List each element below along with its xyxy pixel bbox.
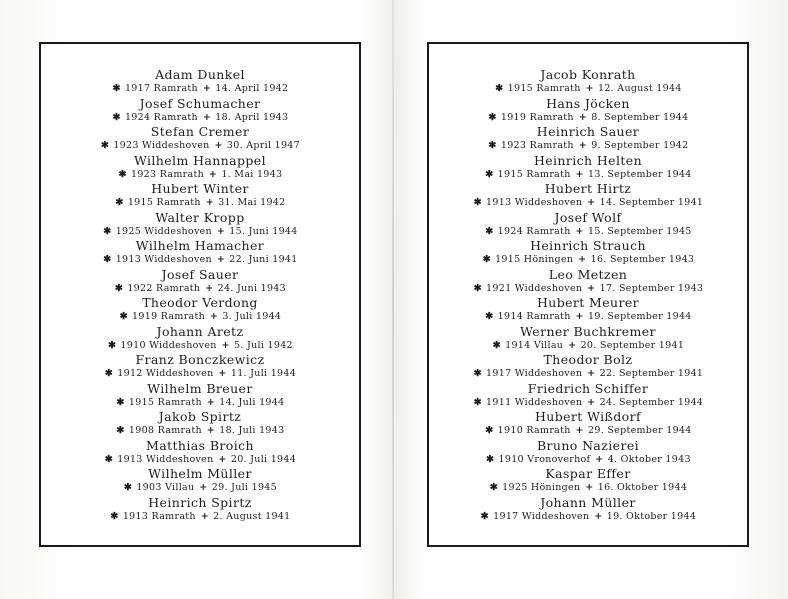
death-date: 9. September 1942	[591, 140, 689, 151]
birth-year: 1917	[486, 368, 512, 379]
birth-place: Villau	[165, 482, 195, 493]
memorial-entry	[429, 210, 747, 239]
person-name: Heinrich Spirtz	[148, 494, 252, 510]
death-date: 29. Juli 1945	[211, 482, 277, 493]
person-name: Wilhelm Müller	[148, 466, 252, 481]
memorial-entry	[41, 352, 359, 381]
death-date: 17. September 1943	[599, 282, 704, 294]
birth-year: 1908	[128, 425, 155, 436]
person-name: Theodor Verdong	[142, 295, 258, 310]
life-dates	[41, 111, 359, 124]
death-symbol-icon: +	[587, 396, 596, 408]
birth-year: 1923	[130, 168, 157, 180]
memorial-entry	[41, 324, 359, 353]
death-symbol-icon: +	[205, 197, 214, 208]
death-symbol-icon: +	[585, 482, 594, 493]
birth-symbol-icon: ✱	[114, 282, 124, 294]
person-name: Matthias Broich	[146, 437, 254, 453]
birth-year: 1921	[486, 282, 512, 294]
birth-place: Ramrath	[159, 168, 204, 180]
birth-place: Ramrath	[153, 111, 198, 123]
person-name: Jakob Spirtz	[158, 409, 242, 424]
memorial-entry	[41, 67, 359, 96]
person-name: Jacob Konrath	[540, 67, 636, 82]
birth-symbol-icon: ✱	[482, 254, 491, 265]
death-symbol-icon: +	[221, 339, 230, 351]
memorial-list-left	[41, 67, 359, 523]
life-dates	[429, 510, 747, 523]
death-symbol-icon: +	[206, 396, 216, 408]
birth-place: Widdeshoven	[142, 140, 210, 151]
memorial-entry	[41, 381, 359, 410]
birth-symbol-icon: ✱	[489, 482, 498, 493]
birth-year: 1924	[124, 111, 151, 123]
birth-year: 1915	[497, 168, 524, 180]
death-date: 24. Juni 1943	[217, 282, 286, 294]
person-name: Wilhelm Breuer	[147, 380, 253, 396]
memorial-card-left	[39, 42, 361, 547]
life-dates	[429, 424, 747, 437]
memorial-entry	[41, 438, 359, 467]
birth-place: Widdeshoven	[521, 510, 590, 522]
life-dates	[41, 453, 359, 466]
memorial-entry	[429, 409, 747, 438]
birth-place: Ramrath	[156, 282, 201, 294]
memorial-entry	[429, 352, 747, 381]
birth-place: Ramrath	[526, 425, 571, 436]
person-name: Hubert Winter	[151, 181, 249, 196]
person-name: Josef Schumacher	[139, 95, 261, 111]
birth-place: Ramrath	[526, 311, 571, 322]
death-symbol-icon: +	[209, 311, 219, 322]
life-dates	[41, 481, 359, 494]
death-symbol-icon: +	[575, 168, 584, 180]
birth-symbol-icon: ✱	[116, 425, 125, 436]
death-date: 14. September 1941	[599, 197, 704, 208]
death-date: 3. Juli 1944	[222, 311, 282, 322]
memorial-entry	[41, 466, 359, 495]
birth-year: 1910	[120, 339, 146, 351]
birth-symbol-icon: ✱	[112, 83, 121, 94]
person-name: Hans Jöcken	[546, 95, 630, 111]
birth-symbol-icon: ✱	[115, 197, 124, 208]
life-dates	[429, 339, 747, 352]
memorial-entry	[429, 238, 747, 267]
memorial-entry	[429, 153, 747, 182]
person-name: Wilhelm Hamacher	[135, 238, 265, 253]
life-dates	[41, 310, 359, 323]
birth-year: 1911	[486, 396, 512, 408]
birth-symbol-icon: ✱	[119, 311, 128, 322]
birth-year: 1919	[132, 311, 158, 322]
life-dates	[429, 453, 747, 466]
birth-symbol-icon: ✱	[103, 225, 112, 237]
birth-year: 1925	[502, 482, 528, 493]
birth-place: Ramrath	[536, 83, 581, 94]
birth-year: 1919	[500, 111, 527, 123]
page-fold	[392, 0, 394, 599]
memorial-entry	[429, 181, 747, 210]
death-symbol-icon: +	[216, 254, 226, 265]
memorial-entry	[41, 267, 359, 296]
birth-place: Widdeshoven	[144, 254, 212, 265]
memorial-list-right	[429, 67, 747, 523]
birth-place: Widdeshoven	[145, 453, 214, 465]
birth-place: Ramrath	[160, 311, 206, 322]
birth-year: 1925	[115, 225, 142, 237]
person-name: Kaspar Effer	[545, 466, 631, 481]
birth-place: Widdeshoven	[514, 396, 583, 408]
birth-place: Ramrath	[151, 510, 196, 522]
death-date: 12. August 1944	[597, 83, 682, 94]
death-date: 14. April 1942	[215, 83, 289, 94]
death-date: 19. Oktober 1944	[606, 510, 697, 522]
death-symbol-icon: +	[218, 453, 227, 465]
birth-place: Widdeshoven	[149, 339, 217, 351]
life-dates	[429, 310, 747, 323]
death-date: 22. Juni 1941	[229, 254, 298, 265]
death-date: 18. Juli 1943	[219, 425, 285, 436]
death-symbol-icon: +	[578, 254, 587, 265]
life-dates	[429, 82, 747, 95]
death-date: 20. Juli 1944	[230, 453, 297, 465]
person-name: Heinrich Sauer	[536, 124, 640, 139]
life-dates	[41, 339, 359, 352]
birth-place: Ramrath	[529, 140, 574, 151]
birth-place: Ramrath	[529, 111, 574, 123]
birth-year: 1913	[122, 510, 149, 522]
death-symbol-icon: +	[205, 282, 214, 294]
life-dates	[41, 510, 359, 523]
death-symbol-icon: +	[208, 168, 218, 180]
death-date: 4. Oktober 1943	[607, 453, 691, 465]
death-date: 19. September 1944	[588, 311, 692, 322]
birth-symbol-icon: ✱	[110, 510, 119, 522]
death-symbol-icon: +	[216, 225, 226, 237]
birth-symbol-icon: ✱	[485, 311, 494, 322]
person-name: Hubert Wißdorf	[534, 409, 642, 424]
person-name: Johann Aretz	[156, 323, 244, 339]
birth-symbol-icon: ✱	[116, 396, 125, 408]
person-name: Josef Wolf	[554, 209, 622, 225]
memorial-entry	[429, 267, 747, 296]
death-date: 15. September 1945	[588, 225, 692, 237]
life-dates	[41, 396, 359, 409]
life-dates	[41, 168, 359, 181]
memorial-entry	[41, 295, 359, 324]
life-dates	[41, 139, 359, 152]
birth-place: Ramrath	[156, 197, 201, 208]
death-symbol-icon: +	[202, 83, 212, 94]
person-name: Wilhelm Hannappel	[133, 152, 266, 168]
person-name: Friedrich Schiffer	[527, 380, 649, 396]
death-symbol-icon: +	[575, 311, 584, 322]
memorial-entry	[41, 238, 359, 267]
birth-symbol-icon: ✱	[495, 83, 504, 94]
person-name: Franz Bonczkewicz	[135, 352, 265, 367]
memorial-entry	[429, 381, 747, 410]
birth-symbol-icon: ✱	[107, 339, 117, 351]
person-name: Heinrich Strauch	[530, 238, 646, 253]
birth-place: Widdeshoven	[144, 225, 212, 237]
birth-year: 1923	[500, 140, 527, 151]
birth-symbol-icon: ✱	[488, 140, 497, 151]
birth-place: Widdeshoven	[514, 197, 583, 208]
memorial-entry	[429, 124, 747, 153]
life-dates	[429, 168, 747, 181]
memorial-entry	[41, 409, 359, 438]
birth-year: 1910	[497, 425, 524, 436]
birth-symbol-icon: ✱	[492, 339, 501, 351]
death-symbol-icon: +	[206, 425, 216, 436]
memorial-entry	[429, 495, 747, 524]
birth-year: 1915	[495, 254, 521, 265]
life-dates	[429, 196, 747, 209]
birth-place: Ramrath	[157, 425, 202, 436]
life-dates	[429, 139, 747, 152]
person-name: Johann Müller	[540, 494, 636, 510]
birth-symbol-icon: ✱	[473, 396, 482, 408]
person-name: Stefan Cremer	[150, 124, 250, 139]
death-symbol-icon: +	[568, 339, 577, 351]
birth-symbol-icon: ✱	[103, 254, 112, 265]
birth-symbol-icon: ✱	[473, 282, 482, 294]
birth-year: 1915	[128, 396, 155, 408]
birth-place: Höningen	[523, 254, 574, 265]
memorial-entry	[429, 96, 747, 125]
birth-year: 1923	[113, 140, 139, 151]
birth-place: Ramrath	[153, 83, 198, 94]
birth-symbol-icon: ✱	[104, 453, 114, 465]
life-dates	[429, 367, 747, 380]
death-date: 18. April 1943	[215, 111, 289, 123]
death-date: 1. Mai 1943	[221, 168, 283, 180]
death-date: 11. Juli 1944	[230, 368, 297, 379]
life-dates	[41, 367, 359, 380]
life-dates	[41, 424, 359, 437]
person-name: Hubert Hirtz	[544, 181, 632, 196]
birth-symbol-icon: ✱	[486, 453, 495, 465]
birth-place: Höningen	[530, 482, 581, 493]
life-dates	[429, 481, 747, 494]
person-name: Hubert Meurer	[536, 295, 640, 310]
birth-place: Widdeshoven	[514, 282, 583, 294]
life-dates	[41, 253, 359, 266]
life-dates	[41, 282, 359, 295]
death-symbol-icon: +	[202, 111, 212, 123]
birth-year: 1917	[124, 83, 151, 94]
death-symbol-icon: +	[587, 368, 596, 379]
death-date: 31. Mai 1942	[218, 197, 286, 208]
life-dates	[429, 396, 747, 409]
person-name: Josef Sauer	[161, 266, 239, 282]
death-symbol-icon: +	[578, 140, 587, 151]
life-dates	[429, 282, 747, 295]
birth-symbol-icon: ✱	[485, 425, 494, 436]
birth-place: Ramrath	[157, 396, 202, 408]
memorial-entry	[429, 67, 747, 96]
memorial-entry	[41, 495, 359, 524]
birth-symbol-icon: ✱	[118, 168, 127, 180]
death-symbol-icon: +	[587, 197, 596, 208]
death-date: 24. September 1944	[599, 396, 704, 408]
life-dates	[41, 225, 359, 238]
birth-year: 1917	[493, 510, 519, 522]
birth-place: Widdeshoven	[514, 368, 583, 379]
birth-place: Widdeshoven	[145, 368, 214, 379]
person-name: Bruno Nazierei	[536, 437, 640, 453]
person-name: Adam Dunkel	[155, 67, 245, 82]
death-symbol-icon: +	[575, 225, 584, 237]
birth-year: 1914	[505, 339, 531, 351]
birth-year: 1915	[127, 197, 154, 208]
death-date: 2. August 1941	[213, 510, 291, 522]
birth-symbol-icon: ✱	[100, 140, 110, 151]
life-dates	[429, 225, 747, 238]
life-dates	[429, 111, 747, 124]
death-date: 29. September 1944	[588, 425, 692, 436]
birth-symbol-icon: ✱	[473, 197, 482, 208]
death-symbol-icon: +	[587, 282, 596, 294]
death-symbol-icon: +	[585, 83, 594, 94]
memorial-card-right	[427, 42, 749, 547]
death-date: 22. September 1941	[599, 368, 704, 379]
death-date: 15. Juni 1944	[229, 225, 298, 237]
death-date: 14. Juli 1944	[219, 396, 285, 408]
memorial-entry	[41, 181, 359, 210]
death-symbol-icon: +	[594, 510, 603, 522]
death-date: 30. April 1947	[226, 140, 300, 151]
memorial-entry	[429, 295, 747, 324]
person-name: Heinrich Helten	[533, 152, 643, 168]
birth-symbol-icon: ✱	[485, 168, 494, 180]
death-symbol-icon: +	[595, 453, 604, 465]
birth-symbol-icon: ✱	[123, 482, 133, 493]
person-name: Theodor Bolz	[543, 352, 633, 367]
death-date: 13. September 1944	[588, 168, 692, 180]
birth-year: 1922	[127, 282, 153, 294]
birth-year: 1924	[497, 225, 524, 237]
memorial-entry	[41, 96, 359, 125]
birth-year: 1913	[486, 197, 512, 208]
birth-place: Ramrath	[526, 168, 571, 180]
birth-symbol-icon: ✱	[104, 368, 114, 379]
person-name: Leo Metzen	[548, 266, 628, 282]
birth-year: 1912	[117, 368, 143, 379]
memorial-entry	[429, 324, 747, 353]
birth-symbol-icon: ✱	[112, 111, 121, 123]
death-symbol-icon: +	[578, 111, 587, 123]
birth-symbol-icon: ✱	[485, 225, 494, 237]
birth-year: 1913	[117, 453, 143, 465]
death-symbol-icon: +	[575, 425, 584, 436]
birth-year: 1914	[497, 311, 524, 322]
birth-symbol-icon: ✱	[488, 111, 497, 123]
death-date: 16. September 1943	[590, 254, 695, 265]
death-symbol-icon: +	[214, 140, 223, 151]
birth-year: 1903	[136, 482, 162, 493]
death-date: 5. Juli 1942	[234, 339, 293, 351]
death-date: 8. September 1944	[591, 111, 689, 123]
person-name: Werner Buchkremer	[520, 323, 656, 339]
birth-symbol-icon: ✱	[480, 510, 489, 522]
person-name: Walter Kropp	[155, 209, 245, 225]
death-symbol-icon: +	[218, 368, 227, 379]
birth-year: 1915	[507, 83, 534, 94]
memorial-entry	[41, 153, 359, 182]
birth-place: Ramrath	[526, 225, 571, 237]
memorial-entry	[41, 124, 359, 153]
birth-place: Villau	[533, 339, 564, 351]
life-dates	[41, 196, 359, 209]
death-symbol-icon: +	[199, 482, 208, 493]
memorial-entry	[41, 210, 359, 239]
birth-year: 1910	[498, 453, 524, 465]
life-dates	[41, 82, 359, 95]
life-dates	[429, 253, 747, 266]
death-date: 16. Oktober 1944	[597, 482, 688, 493]
birth-symbol-icon: ✱	[473, 368, 482, 379]
birth-year: 1913	[115, 254, 142, 265]
death-symbol-icon: +	[200, 510, 209, 522]
death-date: 20. September 1941	[580, 339, 685, 351]
memorial-entry	[429, 466, 747, 495]
birth-place: Vronoverhof	[527, 453, 591, 465]
memorial-entry	[429, 438, 747, 467]
